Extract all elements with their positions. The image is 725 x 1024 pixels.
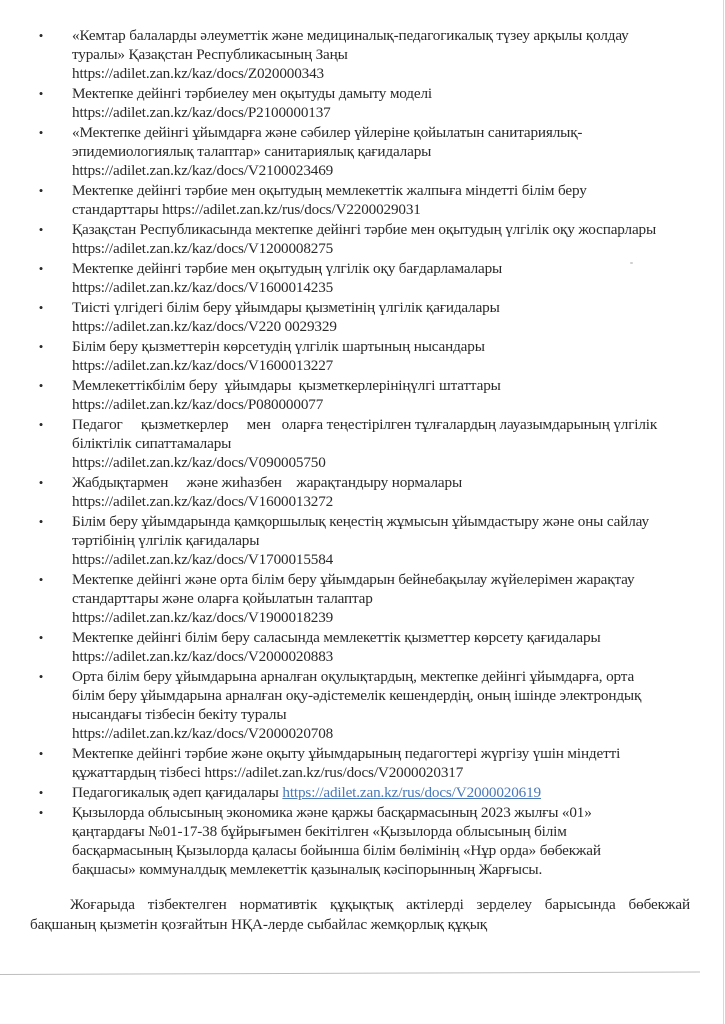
bullet-icon: •: [38, 28, 44, 43]
item-url: https://adilet.zan.kz/kaz/docs/V2000020883: [72, 648, 334, 665]
list-item: [36, 783, 666, 802]
bullet-icon: •: [38, 668, 44, 684]
page-bottom-rule: [0, 972, 700, 975]
list-item: [36, 512, 666, 570]
item-url: https://adilet.zan.kz/kaz/docs/V1600014235: [72, 279, 334, 297]
list-item: [36, 803, 666, 880]
bullet-icon: •: [38, 260, 44, 276]
item-text: Білім беру ұйымдарында қамқоршылық кеңестің жұмысын ұйымдастыру және оны сайлау тәртібінің үлгілік қағидалары: [72, 512, 649, 549]
list-item: [36, 26, 666, 84]
item-text: Тиісті үлгідегі білім беру ұйымдары қызметінің үлгілік қағидалары: [72, 298, 500, 316]
list-item: [36, 123, 666, 181]
item-link[interactable]: https://adilet.zan.kz/rus/docs/V2000020619: [282, 783, 542, 801]
list-item: [36, 415, 666, 473]
bullet-icon: •: [38, 183, 44, 199]
item-text: Орта білім беру ұйымдарына арналған оқулықтардың, мектепке дейінгі ұйымдарға, орта білім беру ұйымдарына арналған оқу-әдістемелік кешендердің, оның ішінде электрондық нысандағы тізбесін бекіту туралы: [72, 667, 642, 724]
item-text: Жабдықтармен және жиһазбен жарақтандыру нормалары: [72, 473, 462, 491]
item-text: Педагогикалық әдеп қағидалары: [72, 783, 279, 801]
list-item: [36, 220, 666, 258]
list-item: [36, 667, 666, 744]
bullet-icon: •: [38, 474, 44, 490]
bullet-icon: •: [38, 222, 44, 238]
item-text: Мектепке дейінгі тәрбие мен оқытудың үлгілік оқу бағдарламалары: [72, 259, 503, 277]
item-text: Мектепке дейінгі тәрбиелеу мен оқытуды дамыту моделі: [72, 85, 432, 103]
bullet-icon: •: [38, 299, 44, 315]
list-item: [36, 744, 666, 782]
item-text: Мектепке дейінгі тәрбие және оқыту ұйымдарының педагогтері жүргізу үшін міндетті құжаттардың тізбесі: [72, 745, 621, 782]
item-url: https://adilet.zan.kz/kaz/docs/V1900018239: [72, 609, 334, 627]
list-item: [36, 84, 666, 122]
item-text: Мемлекеттікбілім беру ұйымдары қызметкерлерініңүлгі штаттары: [72, 376, 501, 394]
item-url: https://adilet.zan.kz/kaz/docs/V220 0029329: [72, 318, 337, 336]
item-url: https://adilet.zan.kz/kaz/docs/Z020000343: [72, 65, 324, 83]
item-url: https://adilet.zan.kz/kaz/docs/V2000020708: [72, 725, 334, 743]
item-text: Педагог қызметкерлер мен оларға теңестірілген тұлғалардың лауазымдарының үлгілік біліктілік сипаттамалары: [72, 415, 661, 452]
item-text: Қызылорда облысының экономика және қаржы басқармасының 2023 жылғы «01» қаңтардағы №01-17-38 бұйрығымен бекітілген «Қызылорда облысының білім басқармасының Қызылорда қаласы бойынша білім бөлімінің «Нұр орда» бөбекжай бақшасы» коммуналдық мемлекеттік қазыналық кәсіпорынның Жарғысы.: [72, 803, 601, 879]
item-text: Білім беру қызметтерін көрсетудің үлгілік шартының нысандары: [72, 337, 485, 355]
list-item: [36, 181, 666, 219]
bullet-icon: •: [38, 125, 44, 141]
item-text: Мектепке дейінгі және орта білім беру ұйымдарын бейнебақылау жүйелерімен жарақтау стандарттары және оларға қойылатын талаптар: [72, 570, 635, 607]
list-item: [36, 298, 666, 336]
item-url: https://adilet.zan.kz/kaz/docs/V1600013272: [72, 492, 334, 510]
item-url: https://adilet.zan.kz/rus/docs/V2000020317: [204, 764, 464, 782]
item-url: https://adilet.zan.kz/rus/docs/V2200029031: [162, 201, 421, 219]
list-item: [36, 628, 666, 666]
item-text: Мектепке дейінгі білім беру саласында мемлекеттік қызметтер көрсету қағидалары: [72, 628, 601, 646]
list-item: [36, 259, 666, 297]
list-item: [36, 376, 666, 414]
item-text: «Кемтар балаларды әлеуметтік және медициналық-педагогикалық түзеу арқылы қолдау туралы» Қазақстан Республикасының Заңы: [72, 27, 629, 64]
item-url: https://adilet.zan.kz/kaz/docs/V1600013227: [72, 356, 334, 374]
bullet-icon: •: [38, 746, 44, 762]
bullet-icon: •: [38, 629, 44, 645]
bullet-icon: •: [38, 804, 44, 820]
item-url: https://adilet.zan.kz/kaz/docs/V1700015584: [72, 550, 334, 568]
bullet-icon: •: [38, 377, 44, 393]
list-item: [36, 473, 666, 511]
closing-paragraph: Жоғарыда тізбектелген нормативтік құқықтық актілерді зерделеу барысында бөбекжай бақшаның қызметін қозғайтын НҚА-лерде сыбайлас жемқорлық құқық: [30, 896, 690, 934]
scan-speck: [630, 262, 633, 264]
item-url: https://adilet.zan.kz/kaz/docs/P2100000137: [72, 104, 331, 122]
bullet-icon: •: [38, 513, 44, 529]
list-item: [36, 570, 666, 628]
item-text: Мектепке дейінгі тәрбие мен оқытудың мемлекеттік жалпыға міндетті білім беру стандарттары: [72, 182, 587, 219]
bullet-icon: •: [38, 86, 44, 102]
bullet-icon: •: [38, 416, 44, 432]
page-right-edge: [723, 0, 724, 1024]
bullet-icon: •: [38, 338, 44, 354]
item-url: https://adilet.zan.kz/kaz/docs/V1200008275: [72, 240, 334, 258]
item-url: https://adilet.zan.kz/kaz/docs/V090005750: [72, 453, 326, 471]
item-text: Қазақстан Республикасында мектепке дейінгі тәрбие мен оқытудың үлгілік оқу жоспарлары: [72, 221, 657, 239]
bullet-icon: •: [38, 571, 44, 587]
list-item: [36, 337, 666, 375]
legal-acts-list: [36, 26, 666, 880]
bullet-icon: •: [38, 784, 44, 800]
item-url: https://adilet.zan.kz/kaz/docs/P080000077: [72, 395, 324, 413]
item-url: https://adilet.zan.kz/kaz/docs/V2100023469: [72, 162, 334, 180]
item-text: «Мектепке дейінгі ұйымдарға және сәбилер үйлеріне қойылатын санитариялық-эпидемиологиялық талаптар» санитариялық қағидалары: [72, 124, 583, 161]
